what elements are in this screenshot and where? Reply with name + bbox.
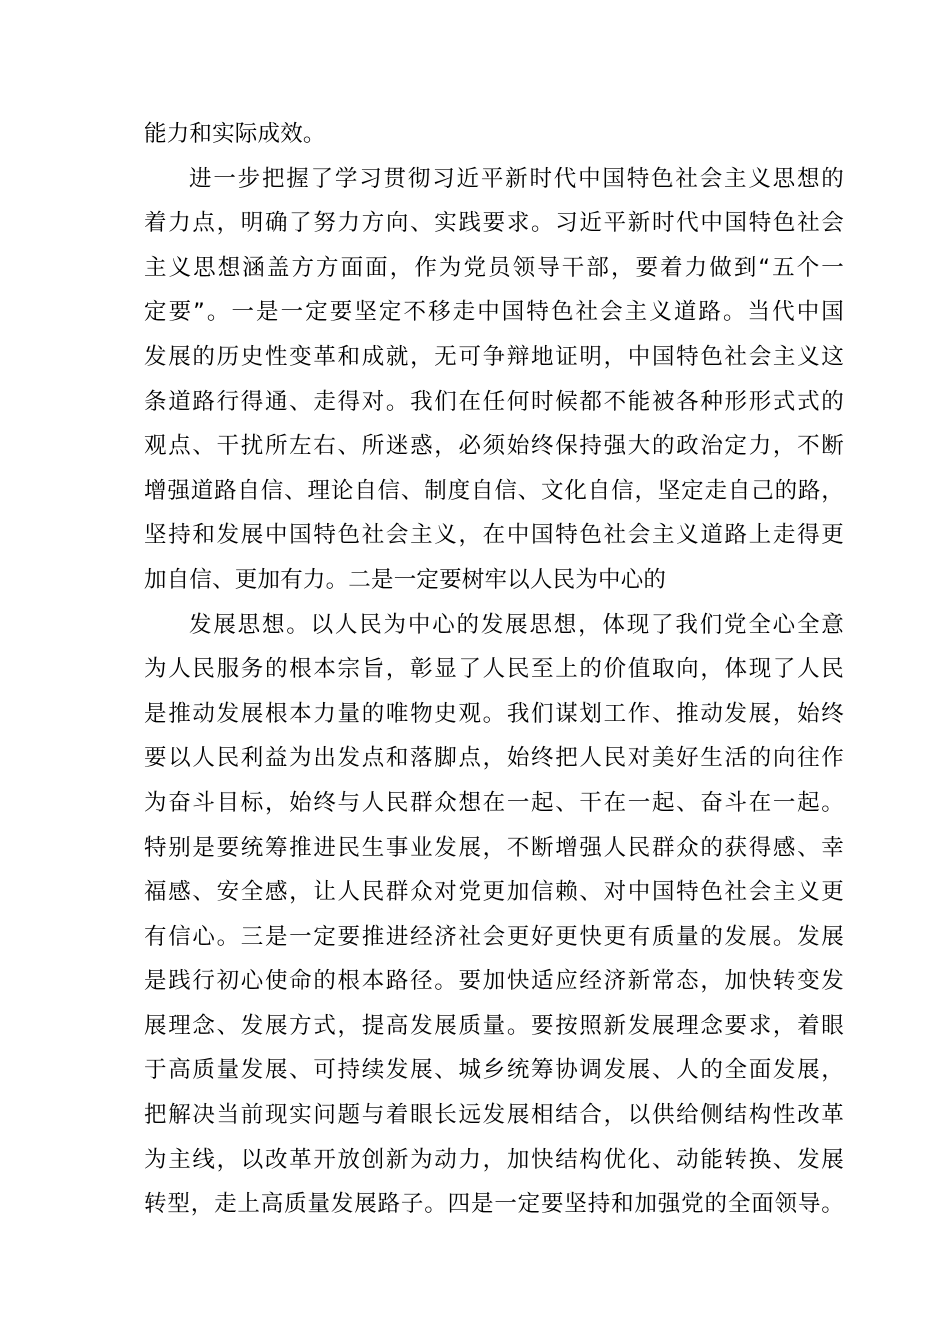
paragraph-1 (144, 112, 844, 157)
text-line: 着力点，明确了努力方向、实践要求。习近平新时代中国特色社会 (144, 210, 844, 237)
text-line: 为人民服务的根本宗旨，彰显了人民至上的价值取向，体现了人民 (144, 656, 844, 683)
text-line: 观点、干扰所左右、所迷惑，必须始终保持强大的政治定力，不断 (144, 433, 844, 460)
text-line: 增强道路自信、理论自信、制度自信、文化自信，坚定走自己的路， (144, 477, 844, 504)
text-line: 为主线，以改革开放创新为动力，加快结构优化、动能转换、发展 (144, 1146, 844, 1173)
paragraph-3 (144, 603, 844, 1227)
document-page (144, 112, 844, 1227)
text-line: 特别是要统筹推进民生事业发展，不断增强人民群众的获得感、幸 (144, 834, 844, 861)
text-line: 要以人民利益为出发点和落脚点，始终把人民对美好生活的向往作 (144, 745, 844, 772)
paragraph-2 (144, 157, 844, 603)
text-line: 展理念、发展方式，提高发展质量。要按照新发展理念要求，着眼 (144, 1012, 844, 1039)
text-line: 定要”。一是一定要坚定不移走中国特色社会主义道路。当代中国 (144, 299, 844, 326)
text-line: 转型，走上高质量发展路子。四是一定要坚持和加强党的全面领导。 (144, 1191, 844, 1218)
text-line: 主义思想涵盖方方面面，作为党员领导干部，要着力做到“五个一 (144, 254, 844, 281)
text-line: 能力和实际成效。 (144, 121, 326, 147)
text-line: 条道路行得通、走得对。我们在任何时候都不能被各种形形式式的 (144, 388, 844, 415)
text-line: 进一步把握了学习贯彻习近平新时代中国特色社会主义思想的 (189, 165, 844, 192)
text-line: 是推动发展根本力量的唯物史观。我们谋划工作、推动发展，始终 (144, 700, 844, 727)
text-line: 发展的历史性变革和成就，无可争辩地证明，中国特色社会主义这 (144, 343, 844, 370)
text-line: 发展思想。以人民为中心的发展思想，体现了我们党全心全意 (189, 611, 844, 638)
text-line: 是践行初心使命的根本路径。要加快适应经济新常态，加快转变发 (144, 968, 844, 995)
text-line: 有信心。三是一定要推进经济社会更好更快更有质量的发展。发展 (144, 923, 844, 950)
text-line: 福感、安全感，让人民群众对党更加信赖、对中国特色社会主义更 (144, 879, 844, 906)
text-line: 于高质量发展、可持续发展、城乡统筹协调发展、人的全面发展， (144, 1057, 844, 1084)
text-line: 坚持和发展中国特色社会主义，在中国特色社会主义道路上走得更 (144, 522, 844, 549)
text-line: 把解决当前现实问题与着眼长远发展相结合，以供给侧结构性改革 (144, 1102, 844, 1129)
text-line: 为奋斗目标，始终与人民群众想在一起、干在一起、奋斗在一起。 (144, 789, 844, 816)
text-line: 加自信、更加有力。二是一定要树牢以人民为中心的 (144, 566, 667, 593)
